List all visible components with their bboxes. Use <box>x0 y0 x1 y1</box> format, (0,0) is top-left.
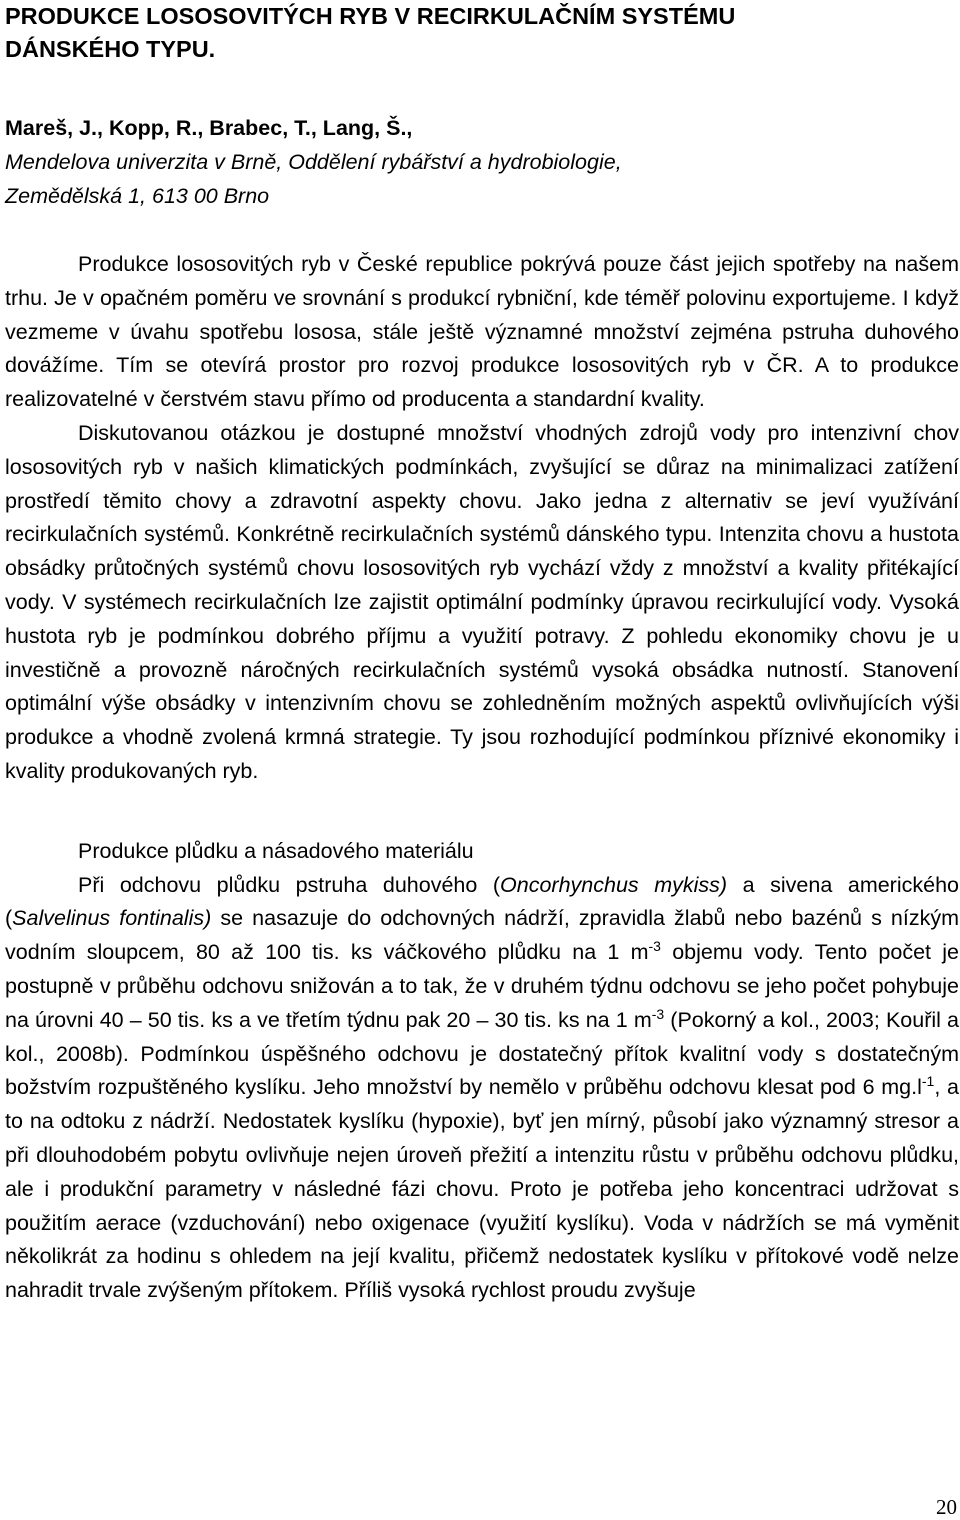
species-name: Oncorhynchus mykiss) <box>500 872 728 897</box>
text-segment: objemu vody. Tento počet je postupně v průběhu odchovu snižován a to tak, že v druhém týdnu odchovu se jeho počet pohybuje na úrovni 40 – 50 tis. ks a ve třetím týdnu pak 20 – 30 tis. ks na 1 m <box>5 940 960 1032</box>
affiliation-line-2: Zemědělská 1, 613 00 Brno <box>5 184 270 208</box>
title-line-2: DÁNSKÉHO TYPU. <box>5 36 216 62</box>
species-name: Salvelinus fontinalis) <box>12 906 212 931</box>
page-number: 20 <box>936 1495 957 1519</box>
text-segment: (Pokorný a kol., 2003; Kouřil a kol., 2008b). Podmínkou úspěšného odchovu je dostatečný přítok kvalitní vody s dostatečným božstvím rozpuštěného kyslíku. Jeho množství by nemělo v průběhu odchovu klesat pod 6 mg.l <box>5 1007 959 1100</box>
paragraph-recirculation: Diskutovanou otázkou je dostupné množství vhodných zdrojů vody pro intenzivní chov lososovitých ryb v našich klimatických podmínkách, zvyšující se důraz na minimalizaci zatížení prostředí těmito chovy a zdravotní aspekty chovu. Jako jedna z alternativ se jeví využívání recirkulačních systémů. Konkrétně recirkulačních systémů dánského typu. Intenzita chovu a hustota obsádky průtočných systémů chovu lososovitých ryb vychází vždy z množství a kvality přitékající vody. V systémech recirkulačních lze zajistit optimální podmínky úpravou recirkulující vody. Vysoká hustota ryb je podmínkou dobrého příjmu a využití potravy. Z pohledu ekonomiky chovu je u investičně a provozně náročných recirkulačních systémů vysoká obsádka nutností. Stanovení optimální výše obsádky v intenzivním chovu se zohledněním možných aspektů ovlivňujících výši produkce a vhodně zvolená krmná strategie. Ty jsou rozhodující podmínkou příznivé ekonomiky i kvality produkovaných ryb. <box>5 420 959 783</box>
author-list: Mareš, J., Kopp, R., Brabec, T., Lang, Š., <box>5 116 413 140</box>
title-line-1: PRODUKCE LOSOSOVITÝCH RYB V RECIRKULAČNÍM SYSTÉMU <box>5 3 736 29</box>
text-segment: Při odchovu plůdku pstruha duhového ( <box>78 872 501 897</box>
paper-title <box>5 0 959 66</box>
document-page <box>5 0 959 1308</box>
exponent: -3 <box>651 1005 665 1022</box>
text-segment: se nasazuje do odchovných nádrží, zpravidla žlabů nebo bazénů s nízkým vodním sloupcem, 80 až 100 tis. ks váčkového plůdku na 1 m <box>5 906 959 965</box>
affiliation <box>5 145 959 213</box>
text-segment: , a to na odtoku z nádrží. Nedostatek kyslíku (hypoxie), byť jen mírný, působí jako významný stresor a při dlouhodobém pobytu ovlivňuje nejen úroveň přežití a intenzitu růstu v průběhu odchovu plůdku, ale i produkční parametry v následné fázi chovu. Proto je potřeba jeho koncentraci udržovat s použitím aerace (vzduchování) nebo oxigenace (využití kyslíku). Voda v nádržích se má vyměnit několikrát za hodinu s ohledem na její kvalitu, přičemž nedostatek kyslíku v přítokové vodě nelze nahradit trvale zvýšeným přítokem. Příliš vysoká rychlost proudu zvyšuje <box>5 1075 959 1303</box>
exponent: -1 <box>921 1073 935 1090</box>
paragraph-intro: Produkce lososovitých ryb v České republice pokrývá pouze část jejich spotřeby na našem trhu. Je v opačném poměru ve srovnání s produkcí rybniční, kde téměř polovinu exportujeme. I když vezmeme v úvahu spotřebu lososa, stále ještě významné množství zejména pstruha duhového dovážíme. Tím se otevírá prostor pro rozvoj produkce lososovitých ryb v ČR. A to produkce realizovatelné v čerstvém stavu přímo od producenta a standardní kvality. <box>5 252 959 412</box>
text-segment: a sivena amerického ( <box>5 872 959 931</box>
section-heading: Produkce plůdku a násadového materiálu <box>78 838 474 863</box>
paragraph-fry-rearing <box>5 869 959 1308</box>
affiliation-line-1: Mendelova univerzita v Brně, Oddělení rybářství a hydrobiologie, <box>5 150 622 174</box>
exponent: -3 <box>648 937 661 954</box>
